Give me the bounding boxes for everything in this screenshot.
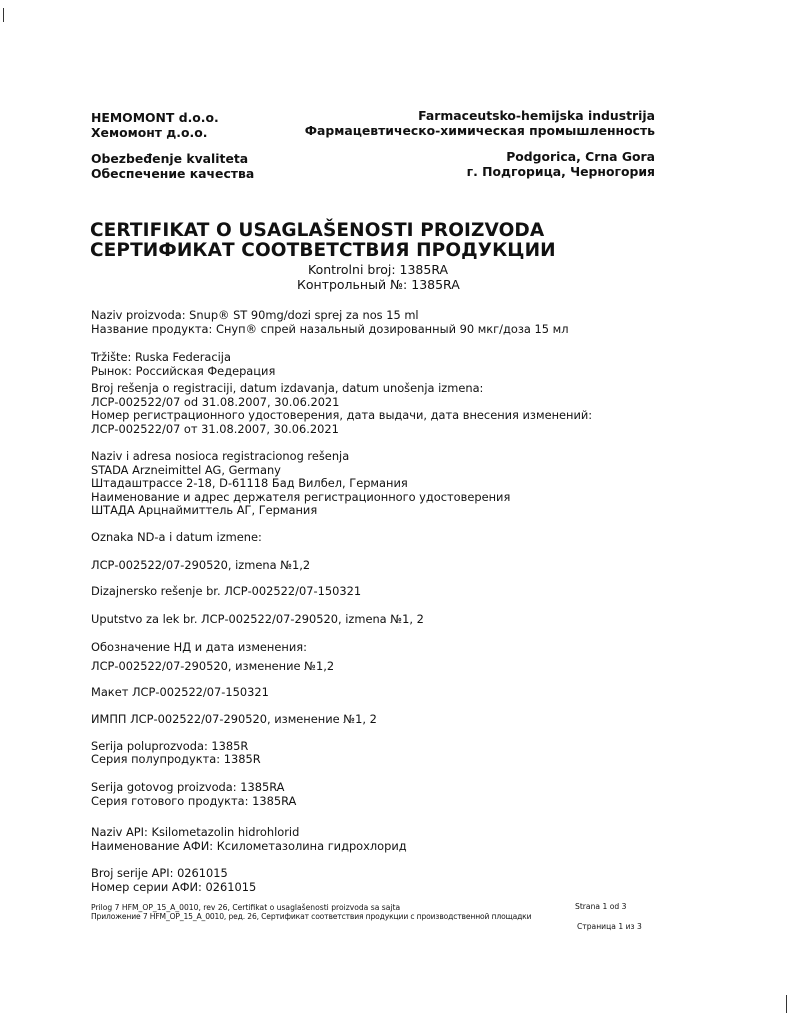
- product-name-cyrillic: Название продукта: Снуп® спрей назальный дозированный 90 мкг/доза 15 мл: [91, 322, 569, 336]
- footer-page-cyrillic: Страница 1 из 3: [577, 922, 642, 931]
- city-cyrillic: г. Подгорица, Черногория: [466, 164, 655, 179]
- certificate-title-cyrillic: СЕРТИФИКАТ СООТВЕТСТВИЯ ПРОДУКЦИИ: [90, 240, 556, 261]
- holder-label-latin: Naziv i adresa nosioca registracionog rešenja: [91, 449, 350, 463]
- nd-label-latin: Oznaka ND-a i datum izmene:: [91, 530, 262, 544]
- control-number-latin: Kontrolni broj: 1385RA: [308, 262, 449, 277]
- department-latin: Obezbeđenje kvaliteta: [91, 151, 249, 166]
- market-cyrillic: Рынок: Российская Федерация: [91, 364, 276, 378]
- registration-value-cyrillic: ЛСР-002522/07 от 31.08.2007, 30.06.2021: [91, 422, 339, 436]
- product-name-latin: Naziv proizvoda: Snup® ST 90mg/dozi sprej za nos 15 ml: [91, 308, 419, 322]
- registration-label-cyrillic: Номер регистрационного удостоверения, дата выдачи, дата внесения изменений:: [91, 408, 593, 422]
- certificate-title-latin: CERTIFIKAT O USAGLAŠENOSTI PROIZVODA: [90, 220, 545, 241]
- holder-name-cyrillic: ШТАДА Арцнаймиттель АГ, Германия: [91, 503, 318, 517]
- market-latin: Tržište: Ruska Federacija: [91, 350, 231, 364]
- api-name-cyrillic: Наименование АФИ: Ксилометазолина гидрохлорид: [91, 839, 407, 853]
- semi-product-batch-cyrillic: Серия полупродукта: 1385R: [91, 752, 261, 766]
- semi-product-batch-latin: Serija poluprozvoda: 1385R: [91, 739, 249, 753]
- registration-value-latin: ЛСР-002522/07 od 31.08.2007, 30.06.2021: [91, 395, 340, 409]
- nd-value-cyrillic: ЛСР-002522/07-290520, изменение №1,2: [91, 659, 335, 673]
- holder-label-cyrillic: Наименование и адрес держателя регистрационного удостоверения: [91, 490, 511, 504]
- registration-label-latin: Broj rešenja o registraciji, datum izdavanja, datum unošenja izmena:: [91, 381, 484, 395]
- design-number-latin: Dizajnersko rešenje br. ЛСР-002522/07-150321: [91, 584, 362, 598]
- footer-line-cyrillic: Приложение 7 HFM_OP_15_A_0010, ред. 26, Сертификат соответствия продукции с производственной площадки: [91, 912, 532, 921]
- api-name-latin: Naziv API: Ksilometazolin hidrohlorid: [91, 825, 300, 839]
- city-latin: Podgorica, Crna Gora: [506, 149, 655, 164]
- header-right: [305, 108, 655, 138]
- header-right-city: [467, 149, 655, 179]
- finished-product-batch-latin: Serija gotovog proizvoda: 1385RA: [91, 780, 285, 794]
- header-left-dept: [91, 151, 254, 181]
- scan-edge-mark-left: [3, 8, 4, 22]
- impp-number-cyrillic: ИМПП ЛСР-002522/07-290520, изменение №1, 2: [91, 712, 377, 726]
- scan-edge-mark-right: [786, 995, 787, 1013]
- footer-page-latin: Strana 1 od 3: [575, 902, 627, 911]
- company-name-cyrillic: Хемомонт д.о.о.: [91, 125, 208, 140]
- nd-value-latin: ЛСР-002522/07-290520, izmena №1,2: [91, 558, 311, 572]
- industry-cyrillic: Фармацевтическо-химическая промышленность: [304, 123, 655, 138]
- holder-name-latin: STADA Arzneimittel AG, Germany: [91, 463, 281, 477]
- finished-product-batch-cyrillic: Серия готового продукта: 1385RA: [91, 794, 297, 808]
- industry-latin: Farmaceutsko-hemijska industrija: [418, 108, 655, 123]
- header-left: [91, 110, 219, 140]
- control-number-cyrillic: Контрольный №: 1385RA: [297, 277, 460, 292]
- leaflet-number-latin: Uputstvo za lek br. ЛСР-002522/07-290520, izmena №1, 2: [91, 612, 424, 626]
- nd-label-cyrillic: Обозначение НД и дата изменения:: [91, 640, 307, 654]
- footer-line-latin: Prilog 7 HFM_OP_15_A_0010, rev 26, Certifikat o usaglašenosti proizvoda sa sajta: [91, 903, 401, 912]
- api-batch-latin: Broj serije API: 0261015: [91, 866, 228, 880]
- api-batch-cyrillic: Номер серии АФИ: 0261015: [91, 880, 257, 894]
- company-name-latin: HEMOMONT d.o.o.: [91, 110, 219, 125]
- layout-number-cyrillic: Макет ЛСР-002522/07-150321: [91, 685, 269, 699]
- department-cyrillic: Обеспечение качества: [91, 166, 255, 181]
- holder-address-cyrillic: Штадаштрассе 2-18, D-61118 Бад Вилбел, Германия: [91, 476, 408, 490]
